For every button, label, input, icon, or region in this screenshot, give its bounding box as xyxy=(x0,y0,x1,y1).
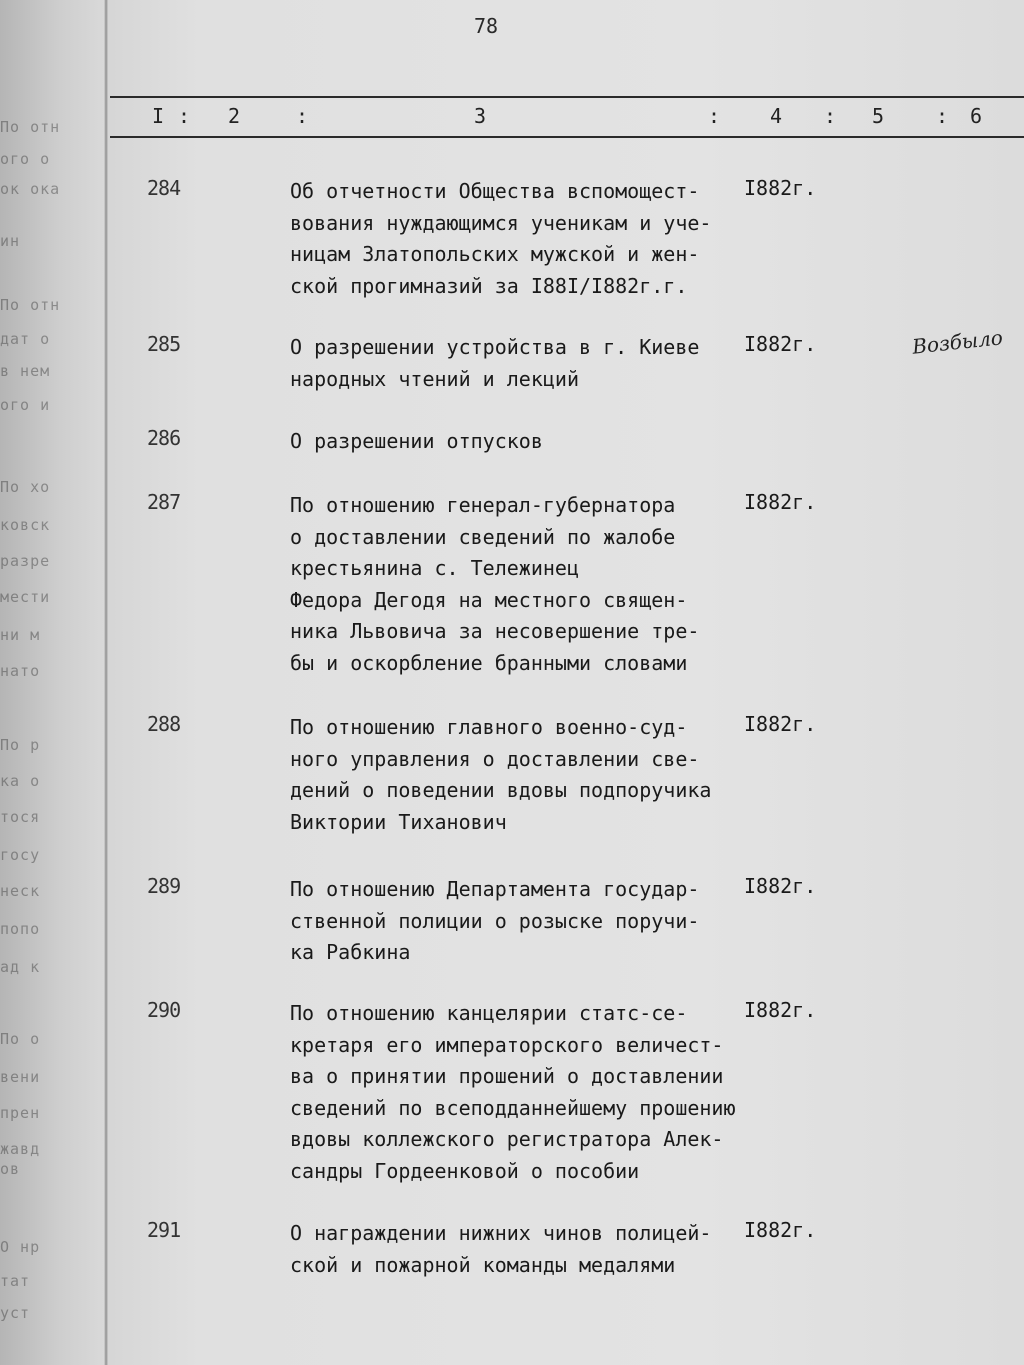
bleed-line: дат о xyxy=(0,330,51,348)
entry-year: I882г. xyxy=(744,874,817,898)
entry-number: 290 xyxy=(147,998,181,1022)
bleed-line: ого и xyxy=(0,396,51,414)
bleed-line: попо xyxy=(0,920,41,938)
entry-year: I882г. xyxy=(744,176,817,200)
bleed-line: ковск xyxy=(0,516,51,534)
bleed-line: По отн xyxy=(0,296,61,314)
entry-text: По отношению Департамента государ- ственной полиции о розыске поручи- ка Рабкина xyxy=(290,877,700,964)
entry-number: 284 xyxy=(147,176,181,200)
entry-year: I882г. xyxy=(744,332,817,356)
entry-number: 291 xyxy=(147,1218,181,1242)
bleed-line: жавд xyxy=(0,1140,41,1158)
entry-year: I882г. xyxy=(744,712,817,736)
bleed-line: ого о xyxy=(0,150,51,168)
column-header-1: I xyxy=(152,104,165,128)
bleed-line: госу xyxy=(0,846,41,864)
bleed-line: По р xyxy=(0,736,41,754)
entry-text: О награждении нижних чинов полицей- ской и пожарной команды медалями xyxy=(290,1221,712,1277)
bleed-line: неск xyxy=(0,882,41,900)
handwritten-signature: Возбыло xyxy=(910,325,1004,359)
bleed-line: прен xyxy=(0,1104,41,1122)
bleed-line: в нем xyxy=(0,362,51,380)
bleed-line: уст xyxy=(0,1304,31,1322)
bleed-line: нато xyxy=(0,662,41,680)
bleed-line: разре xyxy=(0,552,51,570)
bleed-line: вени xyxy=(0,1068,41,1086)
bleed-line: По отн xyxy=(0,118,61,136)
column-header-3: 3 xyxy=(474,104,487,128)
bleed-line: По о xyxy=(0,1030,41,1048)
entry-number: 287 xyxy=(147,490,181,514)
entry-year: I882г. xyxy=(744,490,817,514)
page-number: 78 xyxy=(474,14,499,38)
column-header-2: 2 xyxy=(228,104,241,128)
entry-text: О разрешении отпусков xyxy=(290,429,543,453)
column-separator: : xyxy=(296,104,309,128)
bleed-line: ка о xyxy=(0,772,41,790)
column-header-6: 6 xyxy=(970,104,983,128)
column-separator: : xyxy=(824,104,837,128)
column-header-5: 5 xyxy=(872,104,885,128)
header-rule-bottom xyxy=(110,136,1024,138)
entry-text: По отношению генерал-губернатора о доставлении сведений по жалобе крестьянина с. Тележинец Федора Дегодя на местного священ- ника Львовича за несовершение тре- бы и оскорбление бранными словами xyxy=(290,493,700,675)
bleed-line: мести xyxy=(0,588,51,606)
column-separator: : xyxy=(708,104,721,128)
entry-number: 286 xyxy=(147,426,181,450)
entry-text: О разрешении устройства в г. Киеве народных чтений и лекций xyxy=(290,335,700,391)
header-rule-top xyxy=(110,96,1024,98)
bleed-line: О нр xyxy=(0,1238,41,1256)
entry-number: 285 xyxy=(147,332,181,356)
bleed-line: ок ока xyxy=(0,180,61,198)
bleed-line: ин xyxy=(0,232,21,250)
column-separator: : xyxy=(936,104,949,128)
bleed-line: ни м xyxy=(0,626,41,644)
bleed-line: По хо xyxy=(0,478,51,496)
bleed-line: тося xyxy=(0,808,41,826)
entry-number: 289 xyxy=(147,874,181,898)
entry-text: По отношению канцелярии статс-се- кретаря его императорского величест- ва о принятии прошений о доставлении сведений по всеподданнейшему прошению вдовы коллежского регистратора Алек- сандры Гордеенковой о пособии xyxy=(290,1001,736,1183)
bleed-line: ад к xyxy=(0,958,41,976)
bleed-line: тат xyxy=(0,1272,31,1290)
column-separator: : xyxy=(178,104,191,128)
column-header-4: 4 xyxy=(770,104,783,128)
entry-number: 288 xyxy=(147,712,181,736)
entry-text: По отношению главного военно-суд- ного управления о доставлении све- дений о поведении вдовы подпоручика Виктории Тиханович xyxy=(290,715,712,834)
entry-year: I882г. xyxy=(744,1218,817,1242)
bleed-line: ов xyxy=(0,1160,21,1178)
entry-text: Об отчетности Общества вспомощест- вования нуждающимся ученикам и уче- ницам Златопольских мужской и жен- ской прогимназий за I88I/I882г.г. xyxy=(290,179,712,298)
entry-year: I882г. xyxy=(744,998,817,1022)
